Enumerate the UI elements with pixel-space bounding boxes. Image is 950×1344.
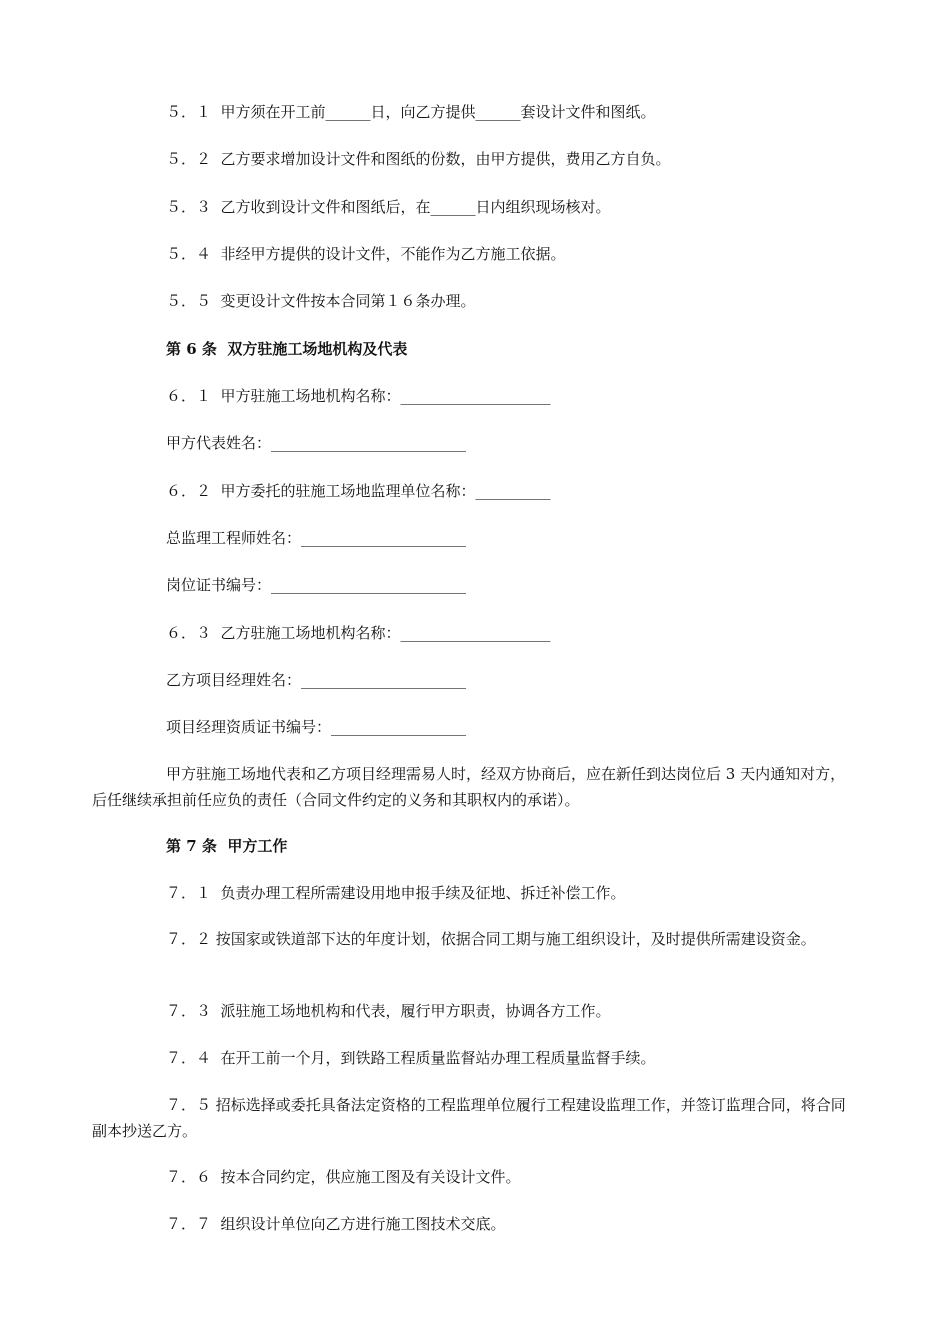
clause-7-5: ７．５ 招标选择或委托具备法定资格的工程监理单位履行工程建设监理工作，并签订监理合同，将合同副本抄送乙方。 — [92, 1096, 846, 1140]
pm-qualification-certificate-number: 项目经理资质证书编号：__________________ — [166, 718, 467, 736]
clause-5-4: ５．４ 非经甲方提供的设计文件，不能作为乙方施工依据。 — [166, 245, 566, 263]
clause-6-2: ６．２ 甲方委托的驻施工场地监理单位名称：__________ — [166, 482, 551, 500]
clause-7-1: ７．１ 负责办理工程所需建设用地申报手续及征地、拆迁补偿工作。 — [166, 884, 626, 902]
clause-5-5: ５．５ 变更设计文件按本合同第１６条办理。 — [166, 292, 476, 310]
clause-7-7: ７．７ 组织设计单位向乙方进行施工图技术交底。 — [166, 1215, 506, 1233]
clause-7-2: ７．２ 按国家或铁道部下达的年度计划，依据合同工期与施工组织设计，及时提供所需建设资金。 — [166, 930, 816, 948]
clause-6-3: ６．３ 乙方驻施工场地机构名称：____________________ — [166, 624, 551, 642]
clause-7-6: ７．６ 按本合同约定，供应施工图及有关设计文件。 — [166, 1168, 521, 1186]
clause-7-3: ７．３ 派驻施工场地机构和代表，履行甲方职责，协调各方工作。 — [166, 1002, 611, 1020]
chief-supervisor-name: 总监理工程师姓名：______________________ — [166, 529, 467, 547]
representative-change-paragraph: 甲方驻施工场地代表和乙方项目经理需易人时，经双方协商后，应在新任到达岗位后 3 天内通知对方，后任继续承担前任应负的责任（合同文件约定的义务和其职权内的承诺）。 — [92, 765, 846, 809]
clause-5-1: ５．１ 甲方须在开工前______日，向乙方提供______套设计文件和图纸。 — [166, 103, 656, 121]
party-b-project-manager-name: 乙方项目经理姓名：______________________ — [166, 671, 467, 689]
clause-7-4: ７．４ 在开工前一个月，到铁路工程质量监督站办理工程质量监督手续。 — [166, 1049, 656, 1067]
party-a-representative-name: 甲方代表姓名：__________________________ — [166, 434, 467, 452]
clause-6-1: ６．１ 甲方驻施工场地机构名称：____________________ — [166, 387, 551, 405]
article-7-heading: 第 7 条 甲方工作 — [166, 837, 288, 855]
clause-5-3: ５．３ 乙方收到设计文件和图纸后，在______日内组织现场核对。 — [166, 198, 611, 216]
article-6-heading: 第 6 条 双方驻施工场地机构及代表 — [166, 340, 408, 358]
post-certificate-number: 岗位证书编号：__________________________ — [166, 576, 467, 594]
clause-5-2: ５．２ 乙方要求增加设计文件和图纸的份数，由甲方提供，费用乙方自负。 — [166, 150, 671, 168]
